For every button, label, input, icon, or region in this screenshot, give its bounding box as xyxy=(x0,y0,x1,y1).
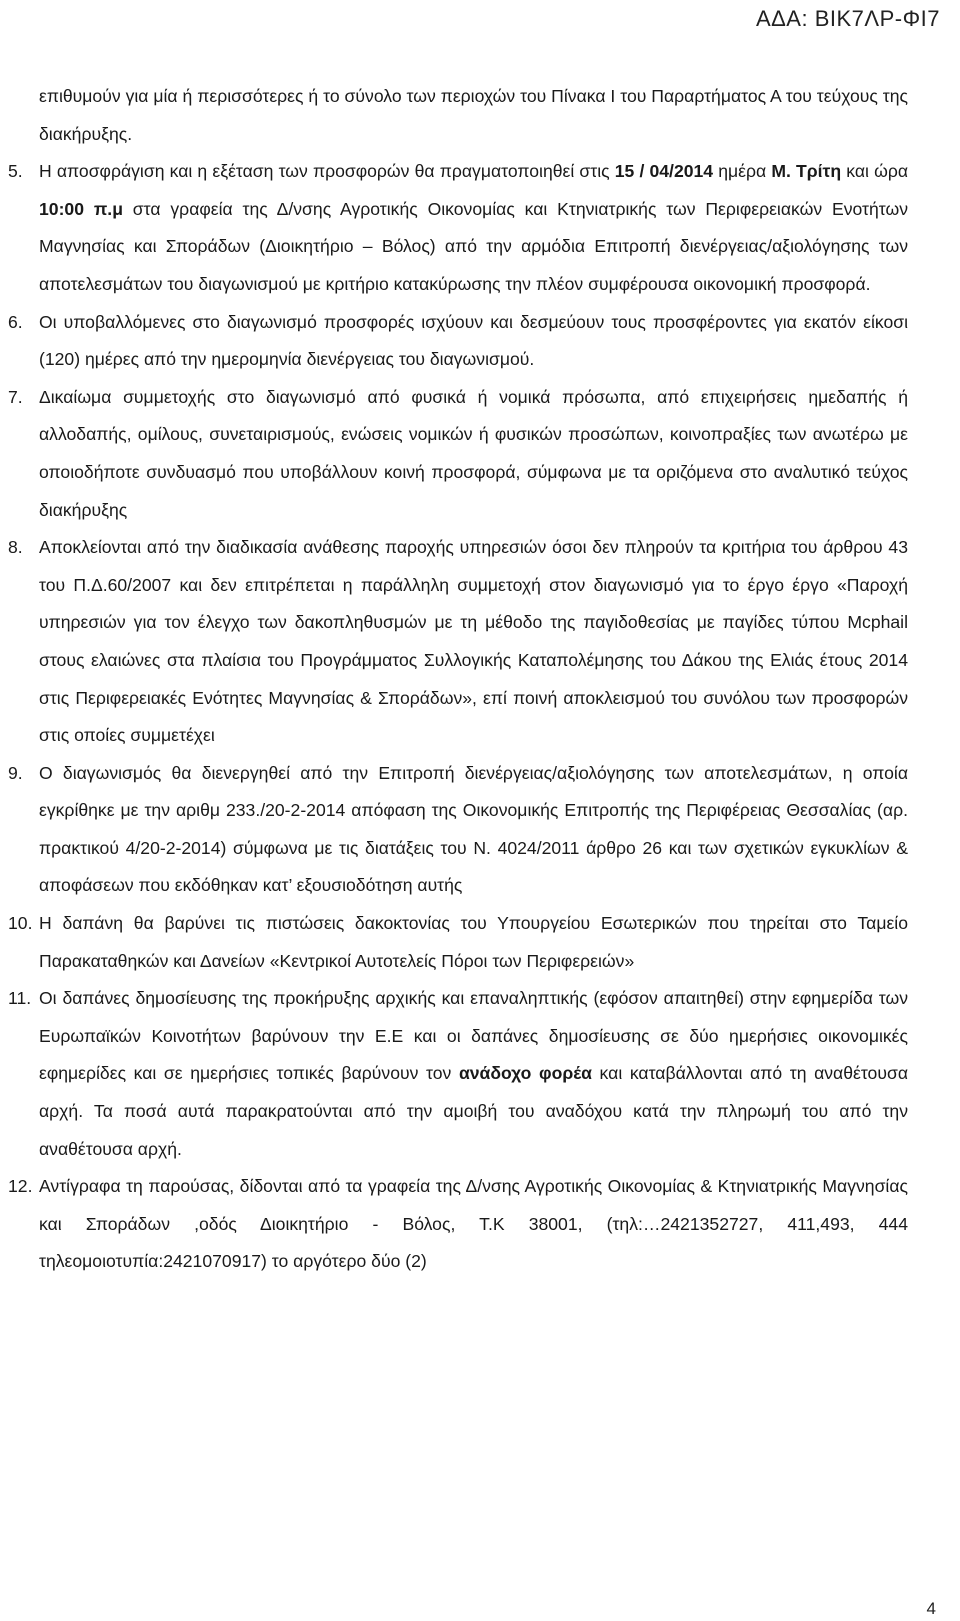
contractor-emphasis: ανάδοχο φορέα xyxy=(458,1063,592,1084)
paragraph-text: Η δαπάνη θα βαρύνει τις πιστώσεις δακοκτονίας του Υπουργείου Εσωτερικών που τηρείται στο Ταμείο Παρακαταθηκών και Δανείων «Κεντρικοί Αυτοτελείς Πόροι των Περιφερειών» xyxy=(39,913,908,971)
paragraph-text: Αποκλείονται από την διαδικασία ανάθεσης παροχής υπηρεσιών όσοι δεν πληρούν τα κριτήρια του άρθρου 43 του Π.Δ.60/2007 και δεν επιτρέπεται η παράλληλη συμμετοχή στον διαγωνισμό για το έργο έργο «Παροχή υπηρεσιών για τον έλεγχο των δακοπληθυσμών με τη μέθοδο της παγιδοθεσίας με παγίδες τύπου Mcphail στους ελαιώνες στα πλαίσια του Προγράμματος Συλλογικής Καταπολέμησης του Δάκου της Ελιάς έτους 2014 στις Περιφερειακές Ενότητες Μαγνησίας & Σποράδων», επί ποινή αποκλεισμού του συνόλου των προσφορών στις οποίες συμμετέχει xyxy=(39,537,908,746)
paragraph-5 xyxy=(0,153,960,303)
paragraph-10 xyxy=(0,905,960,980)
paragraph-text: στα γραφεία της Δ/νσης Αγροτικής Οικονομίας και Κτηνιατρικής των Περιφερειακών Ενοτήτων Μαγνησίας και Σποράδων (Διοικητήριο – Βόλος) από την αρμόδια Επιτροπή διενέργειας/αξιολόγησης των αποτελεσμάτων του διαγωνισμού με κριτήριο κατακύρωσης την πλέον συμφέρουσα οικονομική προσφορά. xyxy=(39,198,908,294)
paragraph-6 xyxy=(0,304,960,379)
paragraph-text: και καταβάλλονται από τη αναθέτουσα αρχή. Τα ποσά αυτά παρακρατούνται από την αμοιβή του αναδόχου κατά την πληρωμή του από την αναθέτουσα αρχή. xyxy=(39,1063,908,1159)
paragraph-text: Ο διαγωνισμός θα διενεργηθεί από την Επιτροπή διενέργειας/αξιολόγησης των αποτελεσμάτων, η οποία εγκρίθηκε με την αριθμ 233./20-2-2014 απόφαση της Οικονομικής Επιτροπής της Περιφέρειας Θεσσαλίας (αρ. πρακτικού 4/20-2-2014) σύμφωνα με τις διατάξεις του Ν. 4024/2011 άρθρο 26 και των σχετικών εγκυκλίων & αποφάσεων που εκδόθηκαν κατ’ εξουσιοδότηση αυτής xyxy=(39,762,908,896)
paragraph-12 xyxy=(0,1168,960,1281)
paragraph-text: Δικαίωμα συμμετοχής στο διαγωνισμό από φυσικά ή νομικά πρόσωπα, από επιχειρήσεις ημεδαπής ή αλλοδαπής, ομίλους, συνεταιρισμούς, ενώσεις νομικών ή φυσικών προσώπων, κοινοπραξίες των ανωτέρω με οποιοδήποτε συνδυασμό που υποβάλλουν κοινή προσφορά, σύμφωνα με τα οριζόμενα στο αναλυτικό τεύχος διακήρυξης xyxy=(39,386,908,520)
opening-day: Μ. Τρίτη xyxy=(771,161,842,182)
paragraph-text: και ώρα xyxy=(841,161,908,182)
paragraph-text: επιθυμούν για μία ή περισσότερες ή το σύνολο των περιοχών του Πίνακα Ι του Παραρτήματος Α του τεύχους της διακήρυξης. xyxy=(39,86,908,144)
document-body xyxy=(0,78,960,1281)
paragraph-text: Η αποσφράγιση και η εξέταση των προσφορών θα πραγματοποιηθεί στις xyxy=(39,161,615,182)
paragraph-number: 10. xyxy=(8,913,33,934)
paragraph-number: 6. xyxy=(8,311,23,332)
paragraph-text: Οι δαπάνες δημοσίευσης της προκήρυξης αρχικής και επαναληπτικής (εφόσον απαιτηθεί) στην εφημερίδα των Ευρωπαϊκών Κοινοτήτων βαρύνουν την Ε.Ε και οι δαπάνες δημοσίευσης σε δύο ημερήσιες οικονομικές εφημερίδες και σε ημερήσιες τοπικές βαρύνουν τον xyxy=(39,988,908,1084)
opening-time: 10:00 π.μ xyxy=(39,198,123,219)
paragraph-text: Οι υποβαλλόμενες στο διαγωνισμό προσφορές ισχύουν και δεσμεύουν τους προσφέροντες για εκατόν είκοσι (120) ημέρες από την ημερομηνία διενέργειας του διαγωνισμού. xyxy=(39,311,908,370)
paragraph-8 xyxy=(0,529,960,755)
opening-date: 15 / 04/2014 xyxy=(614,161,714,182)
paragraph-9 xyxy=(0,755,960,905)
paragraph-11 xyxy=(0,980,960,1168)
paragraph-number: 11. xyxy=(8,988,32,1009)
paragraph-number: 8. xyxy=(8,537,23,558)
document-reference-code: ΑΔΑ: ΒΙΚ7ΛΡ-ΦΙ7 xyxy=(755,6,940,31)
paragraph-number: 9. xyxy=(8,762,23,783)
page-number: 4 xyxy=(926,1599,936,1618)
paragraph-number: 5. xyxy=(8,161,23,182)
paragraph-7 xyxy=(0,379,960,529)
paragraph-continuation xyxy=(0,78,960,153)
paragraph-number: 7. xyxy=(8,386,23,407)
paragraph-number: 12. xyxy=(8,1176,33,1197)
paragraph-text: Αντίγραφα τη παρούσας, δίδονται από τα γραφεία της Δ/νσης Αγροτικής Οικονομίας & Κτηνιατρικής Μαγνησίας και Σποράδων ,οδός Διοικητήριο - Βόλος, Τ.Κ 38001, (τηλ:…2421352727, 411,493, 444 τηλεομοιοτυπία:2421070917) το αργότερο δύο (2) xyxy=(39,1176,908,1272)
paragraph-text: ημέρα xyxy=(713,161,772,182)
